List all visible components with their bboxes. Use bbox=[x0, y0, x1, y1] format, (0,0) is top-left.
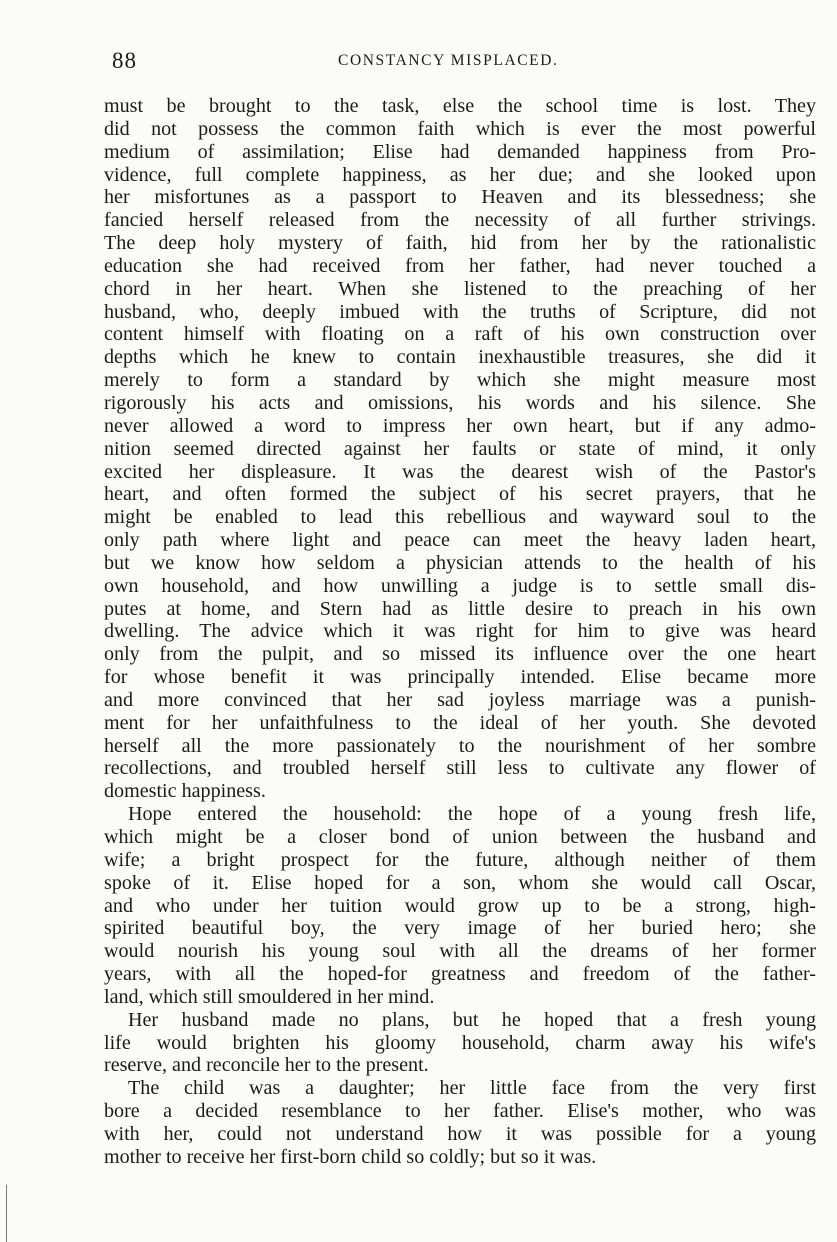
text-line: merely to form a standard by which she might measure most bbox=[104, 369, 816, 392]
text-line: years, with all the hoped-for greatness and freedom of the father- bbox=[104, 963, 816, 986]
page-header bbox=[112, 48, 828, 78]
text-line: vidence, full complete happiness, as her due; and she looked upon bbox=[104, 163, 816, 186]
text-line: did not possess the common faith which is ever the most powerful bbox=[104, 117, 816, 140]
paragraph bbox=[104, 803, 816, 1009]
text-line: recollections, and troubled herself still less to cultivate any flower of bbox=[104, 757, 816, 780]
text-line: heart, and often formed the subject of his secret prayers, that he bbox=[104, 483, 816, 506]
text-line: only from the pulpit, and so missed its influence over the one heart bbox=[104, 643, 816, 666]
text-line: mother to receive her first-born child so coldly; but so it was. bbox=[104, 1145, 597, 1168]
text-line: depths which he knew to contain inexhaustible treasures, she did it bbox=[104, 346, 816, 369]
text-line: husband, who, deeply imbued with the truths of Scripture, did not bbox=[104, 300, 816, 323]
text-line: and more convinced that her sad joyless marriage was a punish- bbox=[104, 688, 816, 711]
text-line: reserve, and reconcile her to the present. bbox=[104, 1054, 429, 1077]
paragraph bbox=[104, 1009, 816, 1078]
text-line: Hope entered the household: the hope of a young fresh life, bbox=[128, 803, 816, 826]
text-line: dwelling. The advice which it was right for him to give was heard bbox=[104, 620, 816, 643]
text-line: putes at home, and Stern had as little desire to preach in his own bbox=[104, 597, 816, 620]
text-line: The deep holy mystery of faith, hid from her by the rationalistic bbox=[104, 232, 816, 255]
text-line: chord in her heart. When she listened to the preaching of her bbox=[104, 277, 816, 300]
text-line: education she had received from her father, had never touched a bbox=[104, 254, 816, 277]
text-line: never allowed a word to impress her own heart, but if any admo- bbox=[104, 414, 816, 437]
text-line: medium of assimilation; Elise had demanded happiness from Pro- bbox=[104, 140, 816, 163]
text-line: must be brought to the task, else the school time is lost. They bbox=[104, 95, 816, 117]
paragraph bbox=[104, 1077, 816, 1168]
text-line: The child was a daughter; her little face from the very first bbox=[128, 1077, 816, 1100]
text-line: ment for her unfaithfulness to the ideal of her youth. She devoted bbox=[104, 711, 816, 734]
text-line: but we know how seldom a physician attends to the health of his bbox=[104, 551, 816, 574]
page-edge-rule bbox=[6, 1185, 7, 1242]
text-line: wife; a bright prospect for the future, although neither of them bbox=[104, 848, 816, 871]
text-line: content himself with floating on a raft of his own construction over bbox=[104, 323, 816, 346]
text-line: spirited beautiful boy, the very image of her buried hero; she bbox=[104, 917, 816, 940]
text-line: only path where light and peace can meet the heavy laden heart, bbox=[104, 529, 816, 552]
text-line: fancied herself released from the necessity of all further strivings. bbox=[104, 209, 816, 232]
text-line: herself all the more passionately to the nourishment of her sombre bbox=[104, 734, 816, 757]
text-line: spoke of it. Elise hoped for a son, whom she would call Oscar, bbox=[104, 871, 816, 894]
text-line: land, which still smouldered in her mind. bbox=[104, 985, 435, 1008]
text-line: would nourish his young soul with all the dreams of her former bbox=[104, 940, 816, 963]
text-line: for whose benefit it was principally intended. Elise became more bbox=[104, 666, 816, 689]
text-line: which might be a closer bond of union between the husband and bbox=[104, 826, 816, 848]
body-text bbox=[104, 95, 816, 1169]
text-line: her misfortunes as a passport to Heaven and its blessedness; she bbox=[104, 186, 816, 209]
text-line: excited her displeasure. It was the dearest wish of the Pastor's bbox=[104, 460, 816, 483]
text-line: and who under her tuition would grow up to be a strong, high- bbox=[104, 894, 816, 917]
running-title: CONSTANCY MISPLACED. bbox=[338, 52, 559, 69]
text-line: bore a decided resemblance to her father. Elise's mother, who was bbox=[104, 1100, 816, 1123]
text-line: own household, and how unwilling a judge is to settle small dis- bbox=[104, 574, 816, 597]
text-line: Her husband made no plans, but he hoped that a fresh young bbox=[128, 1008, 816, 1031]
text-line: nition seemed directed against her faults or state of mind, it only bbox=[104, 437, 816, 460]
text-line: rigorously his acts and omissions, his words and his silence. She bbox=[104, 391, 816, 414]
text-line: with her, could not understand how it was possible for a young bbox=[104, 1122, 816, 1145]
paragraph bbox=[104, 95, 816, 803]
text-line: domestic happiness. bbox=[104, 780, 266, 803]
text-line: might be enabled to lead this rebellious and wayward soul to the bbox=[104, 506, 816, 529]
text-line: life would brighten his gloomy household, charm away his wife's bbox=[104, 1031, 816, 1054]
page-number: 88 bbox=[112, 48, 137, 73]
